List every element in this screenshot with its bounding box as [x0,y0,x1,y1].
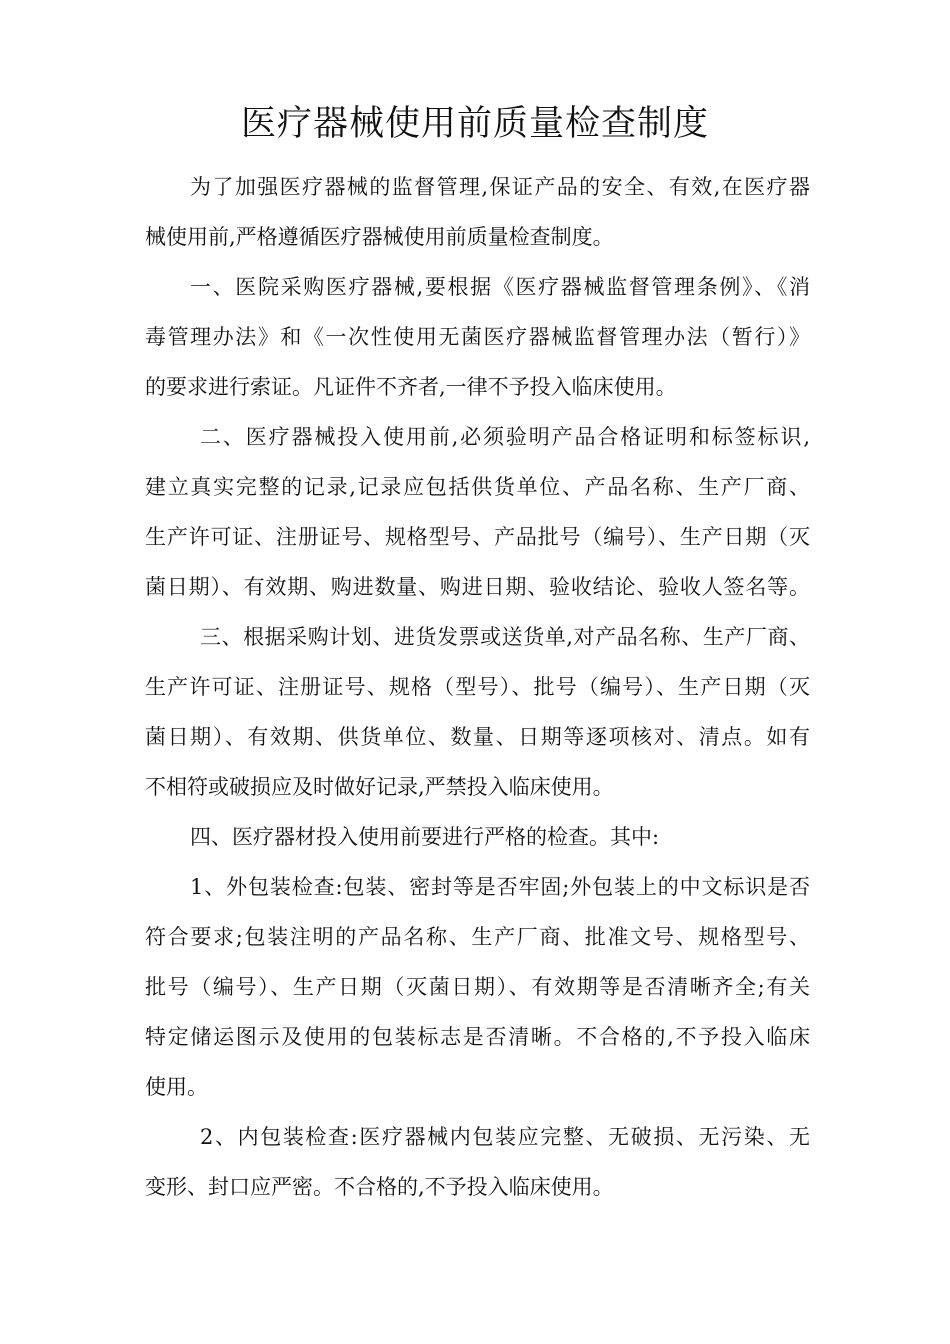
paragraph-line: 不相符或破损应及时做好记录,严禁投入临床使用。 [145,775,614,799]
paragraph-line: 毒管理办法》和《一次性使用无菌医疗器械监督管理办法（暂行）》 [145,325,810,349]
paragraph-line: 变形、封口应严密。不合格的,不予投入临床使用。 [145,1175,614,1199]
paragraph-line: 菌日期）、有效期、供货单位、数量、日期等逐项核对、清点。如有 [145,725,810,749]
paragraph-line: 使用。 [145,1075,208,1099]
paragraph-line: 批号（编号）、生产日期（灭菌日期）、有效期等是否清晰齐全;有关 [145,975,810,999]
paragraph-line: 一、医院采购医疗器械,要根据《医疗器械监督管理条例》、《消 [190,275,810,299]
paragraph-line: 特定储运图示及使用的包装标志是否清晰。不合格的,不予投入临床 [145,1025,810,1049]
paragraph-line: 二、医疗器械投入使用前,必须验明产品合格证明和标签标识, [200,425,810,449]
paragraph-line: 建立真实完整的记录,记录应包括供货单位、产品名称、生产厂商、 [145,475,810,499]
document-title: 医疗器械使用前质量检查制度 [240,104,709,144]
paragraph-line: 2、内包装检查:医疗器械内包装应完整、无破损、无污染、无 [200,1125,810,1149]
paragraph-line: 1、外包装检查:包装、密封等是否牢固;外包装上的中文标识是否 [190,875,810,899]
paragraph-line: 生产许可证、注册证号、规格（型号）、批号（编号）、生产日期（灭 [145,675,810,699]
paragraph-line: 的要求进行索证。凡证件不齐者,一律不予投入临床使用。 [145,375,677,399]
paragraph-line: 四、医疗器材投入使用前要进行严格的检查。其中: [190,825,660,849]
paragraph-line: 菌日期）、有效期、购进数量、购进日期、验收结论、验收人签名等。 [145,575,810,599]
paragraph-line: 三、根据采购计划、进货发票或送货单,对产品名称、生产厂商、 [200,625,810,649]
paragraph-line: 械使用前,严格遵循医疗器械使用前质量检查制度。 [145,225,614,249]
paragraph-line: 符合要求;包装注明的产品名称、生产厂商、批准文号、规格型号、 [145,925,810,949]
paragraph-line: 为了加强医疗器械的监督管理,保证产品的安全、有效,在医疗器 [190,175,810,199]
paragraph-line: 生产许可证、注册证号、规格型号、产品批号（编号）、生产日期（灭 [145,525,810,549]
